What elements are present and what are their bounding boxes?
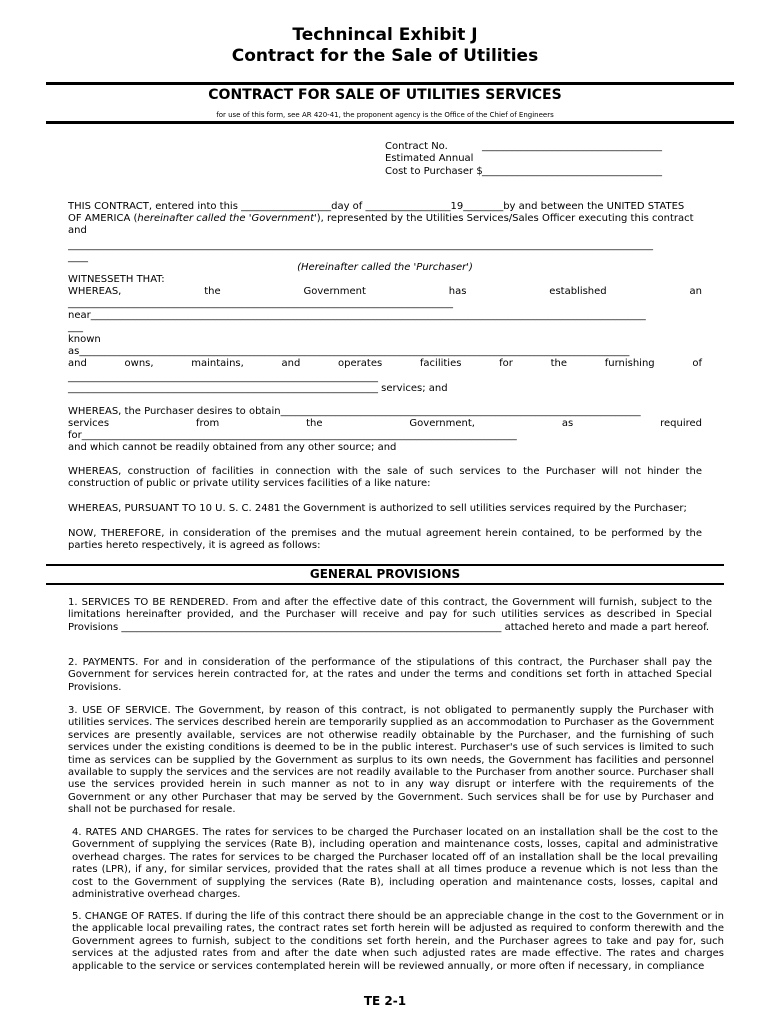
general-provisions-heading: GENERAL PROVISIONS [309,567,461,581]
installation-field[interactable]: _____________________________________________________________________________ [68,298,453,309]
provisions-top-rule [46,564,724,566]
facilities-field[interactable]: ______________________________________________________________ [68,372,378,383]
top-rule [46,82,734,85]
contract-no-field[interactable]: ____________________________________ [482,141,662,152]
whereas-established: WHEREAS, the Government has established an [68,286,702,297]
government-definition: hereinafter called the 'Government' [137,213,317,224]
this-contract-text-a: OF AMERICA ( [68,213,138,224]
this-contract-text-c: ), represented by the Utilities Services/Sales Officer executing this contract [316,213,694,224]
services-and-line[interactable]: ______________________________________________________________ services; and [68,383,448,394]
services-from-line: services from the Government, as required [68,418,702,429]
this-contract-line1: THIS CONTRACT, entered into this __________________day of _________________19________by and between the UNITED STATES [68,201,685,212]
provision-services-to-be-rendered: 1. SERVICES TO BE RENDERED. From and after the effective date of this contract, the Government will furnish, subject to the limitations hereinafter provided, and the Purchaser will receive and pay for such utilities services as described in Special Provisions ____________________________________________________________________________ attached hereto and made a part hereof. [68,597,712,633]
page-number: TE 2-1 [363,994,407,1008]
known-as-field[interactable]: as______________________________________________________________________________________________________________ [68,346,630,357]
document-title-line2: Contract for the Sale of Utilities [231,46,539,66]
provision-change-of-rates: 5. CHANGE OF RATES. If during the life of this contract there should be an appreciable change in the cost to the Government or in the applicable local prevailing rates, the contract rates set forth herein will be adjusted as required to conform therewith and the Government agrees to furnish, subject to the conditions set forth herein, and the Purchaser agrees to take and pay for, such services at the adjusted rates from and after the date when such adjusted rates are made effective. The rates and charges applicable to the service or services contemplated herein will be reviewed annually, or more often if necessary, in compliance [72,911,724,972]
purchaser-name-field[interactable]: _____________________________________________________________________________________________________________________ [68,240,653,251]
cannot-obtain-line: and which cannot be readily obtained from any other source; and [68,442,397,453]
whereas-pursuant: WHEREAS, PURSUANT TO 10 U. S. C. 2481 the Government is authorized to sell utilities services required by the Purchaser; [68,503,687,514]
near-field[interactable]: near_______________________________________________________________________________________________________________ [68,310,646,321]
provision-payments: 2. PAYMENTS. For and in consideration of the performance of the stipulations of this contract, the Purchaser shall pay the Government for services herein contracted for, at the rates and under the terms and conditions set forth in attached Special Provisions. [68,657,712,693]
whereas-construction: WHEREAS, construction of facilities in connection with the sale of such services to the Purchaser will not hinder the construction of public or private utility services facilities of a like nature: [68,466,702,490]
for-field[interactable]: for_______________________________________________________________________________________ [68,430,517,441]
near-field-cont: ___ [68,322,83,333]
document-title-line1: Technincal Exhibit J [292,25,478,45]
purchaser-definition: (Hereinafter called the 'Purchaser') [297,262,473,273]
contract-no-label: Contract No. [385,141,448,152]
known-label: known [68,334,101,345]
cost-field[interactable]: ____________________________________ [482,166,662,177]
purchaser-name-field-cont: ____ [68,252,88,263]
now-therefore: NOW, THEREFORE, in consideration of the premises and the mutual agreement herein contained, to be performed by the parties hereto respectively, it is agreed as follows: [68,528,702,552]
this-contract-line3: and [68,225,87,236]
estimated-annual-label: Estimated Annual [385,153,474,164]
this-contract-line2 [68,213,702,225]
cost-label: Cost to Purchaser $ [385,166,483,177]
form-header-rule [46,121,734,124]
form-title: CONTRACT FOR SALE OF UTILITIES SERVICES [208,87,562,103]
witnesseth: WITNESSETH THAT: [68,274,165,285]
provisions-bottom-rule [46,583,724,585]
owns-maintains-line: and owns, maintains, and operates facilities for the furnishing of [68,358,702,369]
provision-rates-and-charges: 4. RATES AND CHARGES. The rates for services to be charged the Purchaser located on an installation shall be the cost to the Government of supplying the services (Rate B), including operation and maintenance costs, losses, capital and administrative overhead charges. The rates for services to be charged the Purchaser located off of an installation shall be the local prevailing rates (LPR), if any, for similar services, provided that the rates shall at all times produce a revenue which is not less than the cost to the Government of supplying the services (Rate B), including operation and maintenance costs, losses, capital and administrative overhead charges. [72,827,718,901]
provision-use-of-service: 3. USE OF SERVICE. The Government, by reason of this contract, is not obligated to permanently supply the Purchaser with utilities services. The services described herein are temporarily supplied as an accommodation to Purchaser as the Government services are presently available, services are not otherwise readily obtainable by the Purchaser, and the furnishing of such services under the existing conditions is deemed to be in the public interest. Purchaser's use of such services is limited to such time as services can be supplied by the Government as surplus to its own needs, the Government has facilities and personnel available to supply the services and the services are not readily available to the Purchaser from another source. Purchaser shall use the services provided herein in such manner as not to in any way disrupt or interfere with the requirements of the Government or any other Purchaser that may be served by the Government. Such services shall be for use by Purchaser and shall not be purchased for resale. [68,705,714,816]
whereas-desires[interactable]: WHEREAS, the Purchaser desires to obtain________________________________________________________________________ [68,406,641,417]
form-subtitle: for use of this form, see AR 420-41, the proponent agency is the Office of the Chief of Engineers [216,111,554,119]
